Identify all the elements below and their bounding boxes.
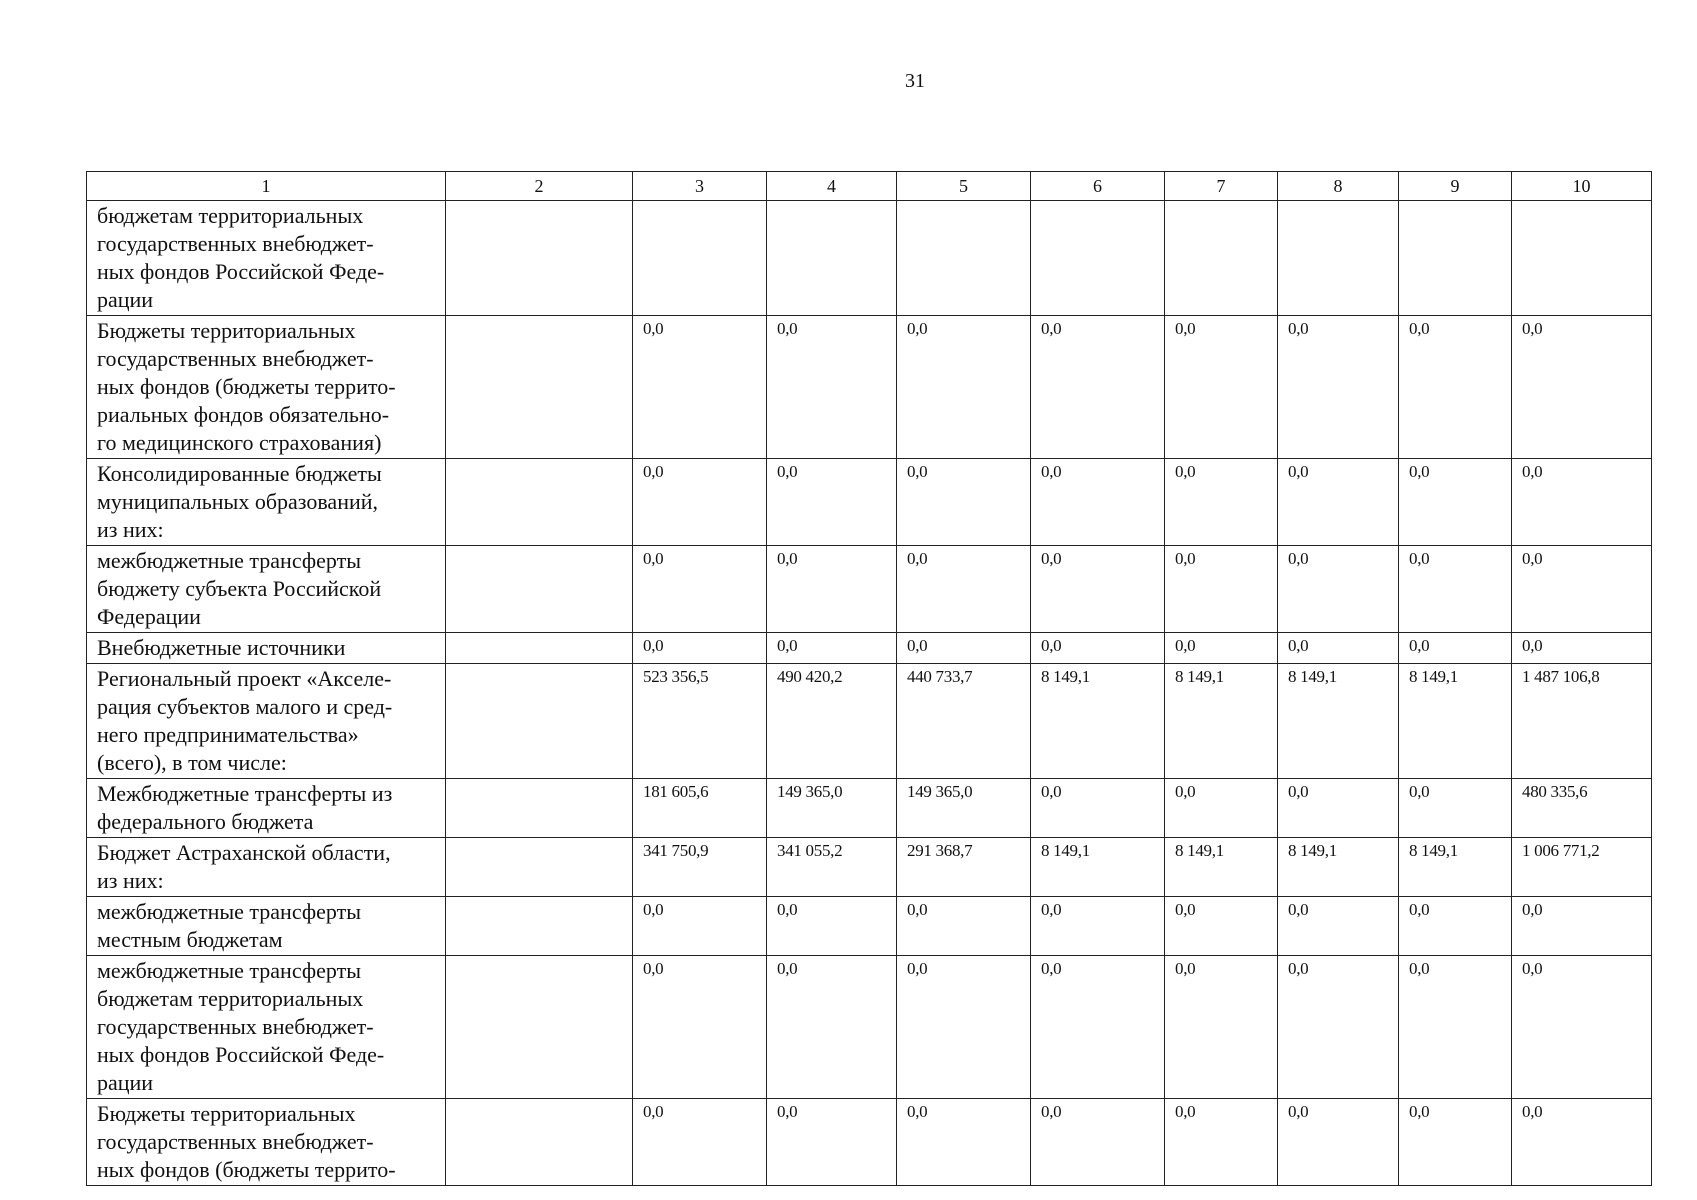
table-row (87, 838, 1652, 897)
table-row (87, 779, 1652, 838)
value-cell: 8 149,1 (1399, 664, 1512, 779)
value-cell: 0,0 (1165, 546, 1278, 633)
value-cell: 0,0 (1031, 956, 1165, 1099)
value-cell: 0,0 (1399, 897, 1512, 956)
value-cell: 480 335,6 (1512, 779, 1652, 838)
row-name-cell: межбюджетные трансферты бюджетам территориальных государственных внебюджет- ных фондов Российской Феде- рации (87, 956, 446, 1099)
row-name-cell: межбюджетные трансферты местным бюджетам (87, 897, 446, 956)
value-cell: 0,0 (1165, 956, 1278, 1099)
value-cell: 0,0 (1399, 459, 1512, 546)
value-cell: 0,0 (897, 316, 1031, 459)
value-cell: 8 149,1 (1399, 838, 1512, 897)
page-number: 31 (905, 70, 925, 92)
row-column-2-cell (446, 1099, 633, 1186)
value-cell: 0,0 (1278, 956, 1399, 1099)
value-cell: 0,0 (767, 633, 897, 664)
value-cell (1278, 201, 1399, 316)
table-row (87, 897, 1652, 956)
value-cell: 0,0 (1278, 1099, 1399, 1186)
row-column-2-cell (446, 779, 633, 838)
row-name-cell: Межбюджетные трансферты из федерального бюджета (87, 779, 446, 838)
value-cell: 0,0 (1165, 1099, 1278, 1186)
value-cell: 0,0 (767, 546, 897, 633)
value-cell: 0,0 (1278, 633, 1399, 664)
table-row (87, 664, 1652, 779)
value-cell: 0,0 (897, 633, 1031, 664)
value-cell (1031, 201, 1165, 316)
value-cell: 0,0 (1165, 897, 1278, 956)
row-column-2-cell (446, 664, 633, 779)
value-cell (1399, 201, 1512, 316)
value-cell (1512, 201, 1652, 316)
value-cell: 291 368,7 (897, 838, 1031, 897)
value-cell: 8 149,1 (1031, 664, 1165, 779)
table-row (87, 546, 1652, 633)
value-cell: 0,0 (1399, 956, 1512, 1099)
value-cell: 0,0 (1165, 459, 1278, 546)
value-cell: 0,0 (1031, 546, 1165, 633)
value-cell: 149 365,0 (897, 779, 1031, 838)
value-cell (633, 201, 767, 316)
value-cell: 8 149,1 (1165, 664, 1278, 779)
value-cell: 0,0 (1278, 316, 1399, 459)
value-cell: 0,0 (1278, 546, 1399, 633)
row-name-cell: Бюджеты территориальных государственных внебюджет- ных фондов (бюджеты террито- (87, 1099, 446, 1186)
row-column-2-cell (446, 838, 633, 897)
value-cell: 0,0 (1278, 459, 1399, 546)
value-cell: 0,0 (1278, 779, 1399, 838)
value-cell (767, 201, 897, 316)
row-name-cell: межбюджетные трансферты бюджету субъекта Российской Федерации (87, 546, 446, 633)
value-cell: 0,0 (767, 897, 897, 956)
value-cell: 0,0 (1165, 316, 1278, 459)
row-name-cell: бюджетам территориальных государственных внебюджет- ных фондов Российской Феде- рации (87, 201, 446, 316)
column-header: 7 (1165, 172, 1278, 201)
row-name-cell: Бюджет Астраханской области, из них: (87, 838, 446, 897)
value-cell: 0,0 (1512, 633, 1652, 664)
value-cell: 0,0 (1031, 459, 1165, 546)
column-header: 3 (633, 172, 767, 201)
budget-table (86, 171, 1652, 1186)
column-header: 2 (446, 172, 633, 201)
value-cell: 8 149,1 (1278, 664, 1399, 779)
value-cell: 0,0 (767, 1099, 897, 1186)
table-row (87, 633, 1652, 664)
value-cell (897, 201, 1031, 316)
value-cell: 8 149,1 (1278, 838, 1399, 897)
column-header: 9 (1399, 172, 1512, 201)
value-cell: 0,0 (1399, 633, 1512, 664)
value-cell: 0,0 (633, 459, 767, 546)
value-cell: 0,0 (897, 956, 1031, 1099)
column-header: 1 (87, 172, 446, 201)
column-header: 6 (1031, 172, 1165, 201)
value-cell: 8 149,1 (1031, 838, 1165, 897)
value-cell: 1 006 771,2 (1512, 838, 1652, 897)
row-column-2-cell (446, 546, 633, 633)
value-cell: 0,0 (1031, 779, 1165, 838)
value-cell: 0,0 (633, 956, 767, 1099)
table-row (87, 201, 1652, 316)
value-cell: 0,0 (1399, 546, 1512, 633)
value-cell: 0,0 (633, 1099, 767, 1186)
value-cell: 0,0 (897, 546, 1031, 633)
value-cell: 490 420,2 (767, 664, 897, 779)
row-column-2-cell (446, 459, 633, 546)
value-cell: 181 605,6 (633, 779, 767, 838)
value-cell: 0,0 (1512, 459, 1652, 546)
value-cell: 0,0 (1399, 779, 1512, 838)
column-header: 8 (1278, 172, 1399, 201)
value-cell: 0,0 (1031, 1099, 1165, 1186)
value-cell: 0,0 (633, 633, 767, 664)
column-number-row (87, 172, 1652, 201)
value-cell: 523 356,5 (633, 664, 767, 779)
value-cell: 0,0 (1512, 1099, 1652, 1186)
column-header: 5 (897, 172, 1031, 201)
row-name-cell: Консолидированные бюджеты муниципальных образований, из них: (87, 459, 446, 546)
value-cell: 0,0 (633, 546, 767, 633)
value-cell: 0,0 (897, 1099, 1031, 1186)
table-row (87, 316, 1652, 459)
row-column-2-cell (446, 897, 633, 956)
table-row (87, 459, 1652, 546)
value-cell: 0,0 (1512, 956, 1652, 1099)
value-cell: 0,0 (897, 459, 1031, 546)
value-cell: 0,0 (897, 897, 1031, 956)
value-cell: 149 365,0 (767, 779, 897, 838)
row-column-2-cell (446, 316, 633, 459)
value-cell: 0,0 (1278, 897, 1399, 956)
column-header: 10 (1512, 172, 1652, 201)
column-header: 4 (767, 172, 897, 201)
value-cell: 0,0 (767, 956, 897, 1099)
value-cell: 0,0 (767, 316, 897, 459)
value-cell: 0,0 (633, 316, 767, 459)
value-cell: 0,0 (1399, 1099, 1512, 1186)
value-cell: 1 487 106,8 (1512, 664, 1652, 779)
value-cell: 0,0 (1165, 779, 1278, 838)
value-cell: 0,0 (1512, 897, 1652, 956)
row-column-2-cell (446, 956, 633, 1099)
row-column-2-cell (446, 201, 633, 316)
row-name-cell: Бюджеты территориальных государственных внебюджет- ных фондов (бюджеты террито- риальных фондов обязательно- го медицинского страхования) (87, 316, 446, 459)
value-cell: 0,0 (1031, 897, 1165, 956)
value-cell: 8 149,1 (1165, 838, 1278, 897)
value-cell: 0,0 (767, 459, 897, 546)
value-cell: 341 750,9 (633, 838, 767, 897)
value-cell: 0,0 (1031, 633, 1165, 664)
value-cell: 0,0 (1165, 633, 1278, 664)
value-cell: 0,0 (1512, 546, 1652, 633)
table-body (87, 172, 1652, 1186)
row-name-cell: Региональный проект «Акселе- рация субъектов малого и сред- него предпринимательства» (всего), в том числе: (87, 664, 446, 779)
row-name-cell: Внебюджетные источники (87, 633, 446, 664)
value-cell: 0,0 (1512, 316, 1652, 459)
value-cell (1165, 201, 1278, 316)
value-cell: 0,0 (633, 897, 767, 956)
value-cell: 0,0 (1399, 316, 1512, 459)
table-row (87, 956, 1652, 1099)
value-cell: 341 055,2 (767, 838, 897, 897)
value-cell: 440 733,7 (897, 664, 1031, 779)
table-row (87, 1099, 1652, 1186)
row-column-2-cell (446, 633, 633, 664)
value-cell: 0,0 (1031, 316, 1165, 459)
